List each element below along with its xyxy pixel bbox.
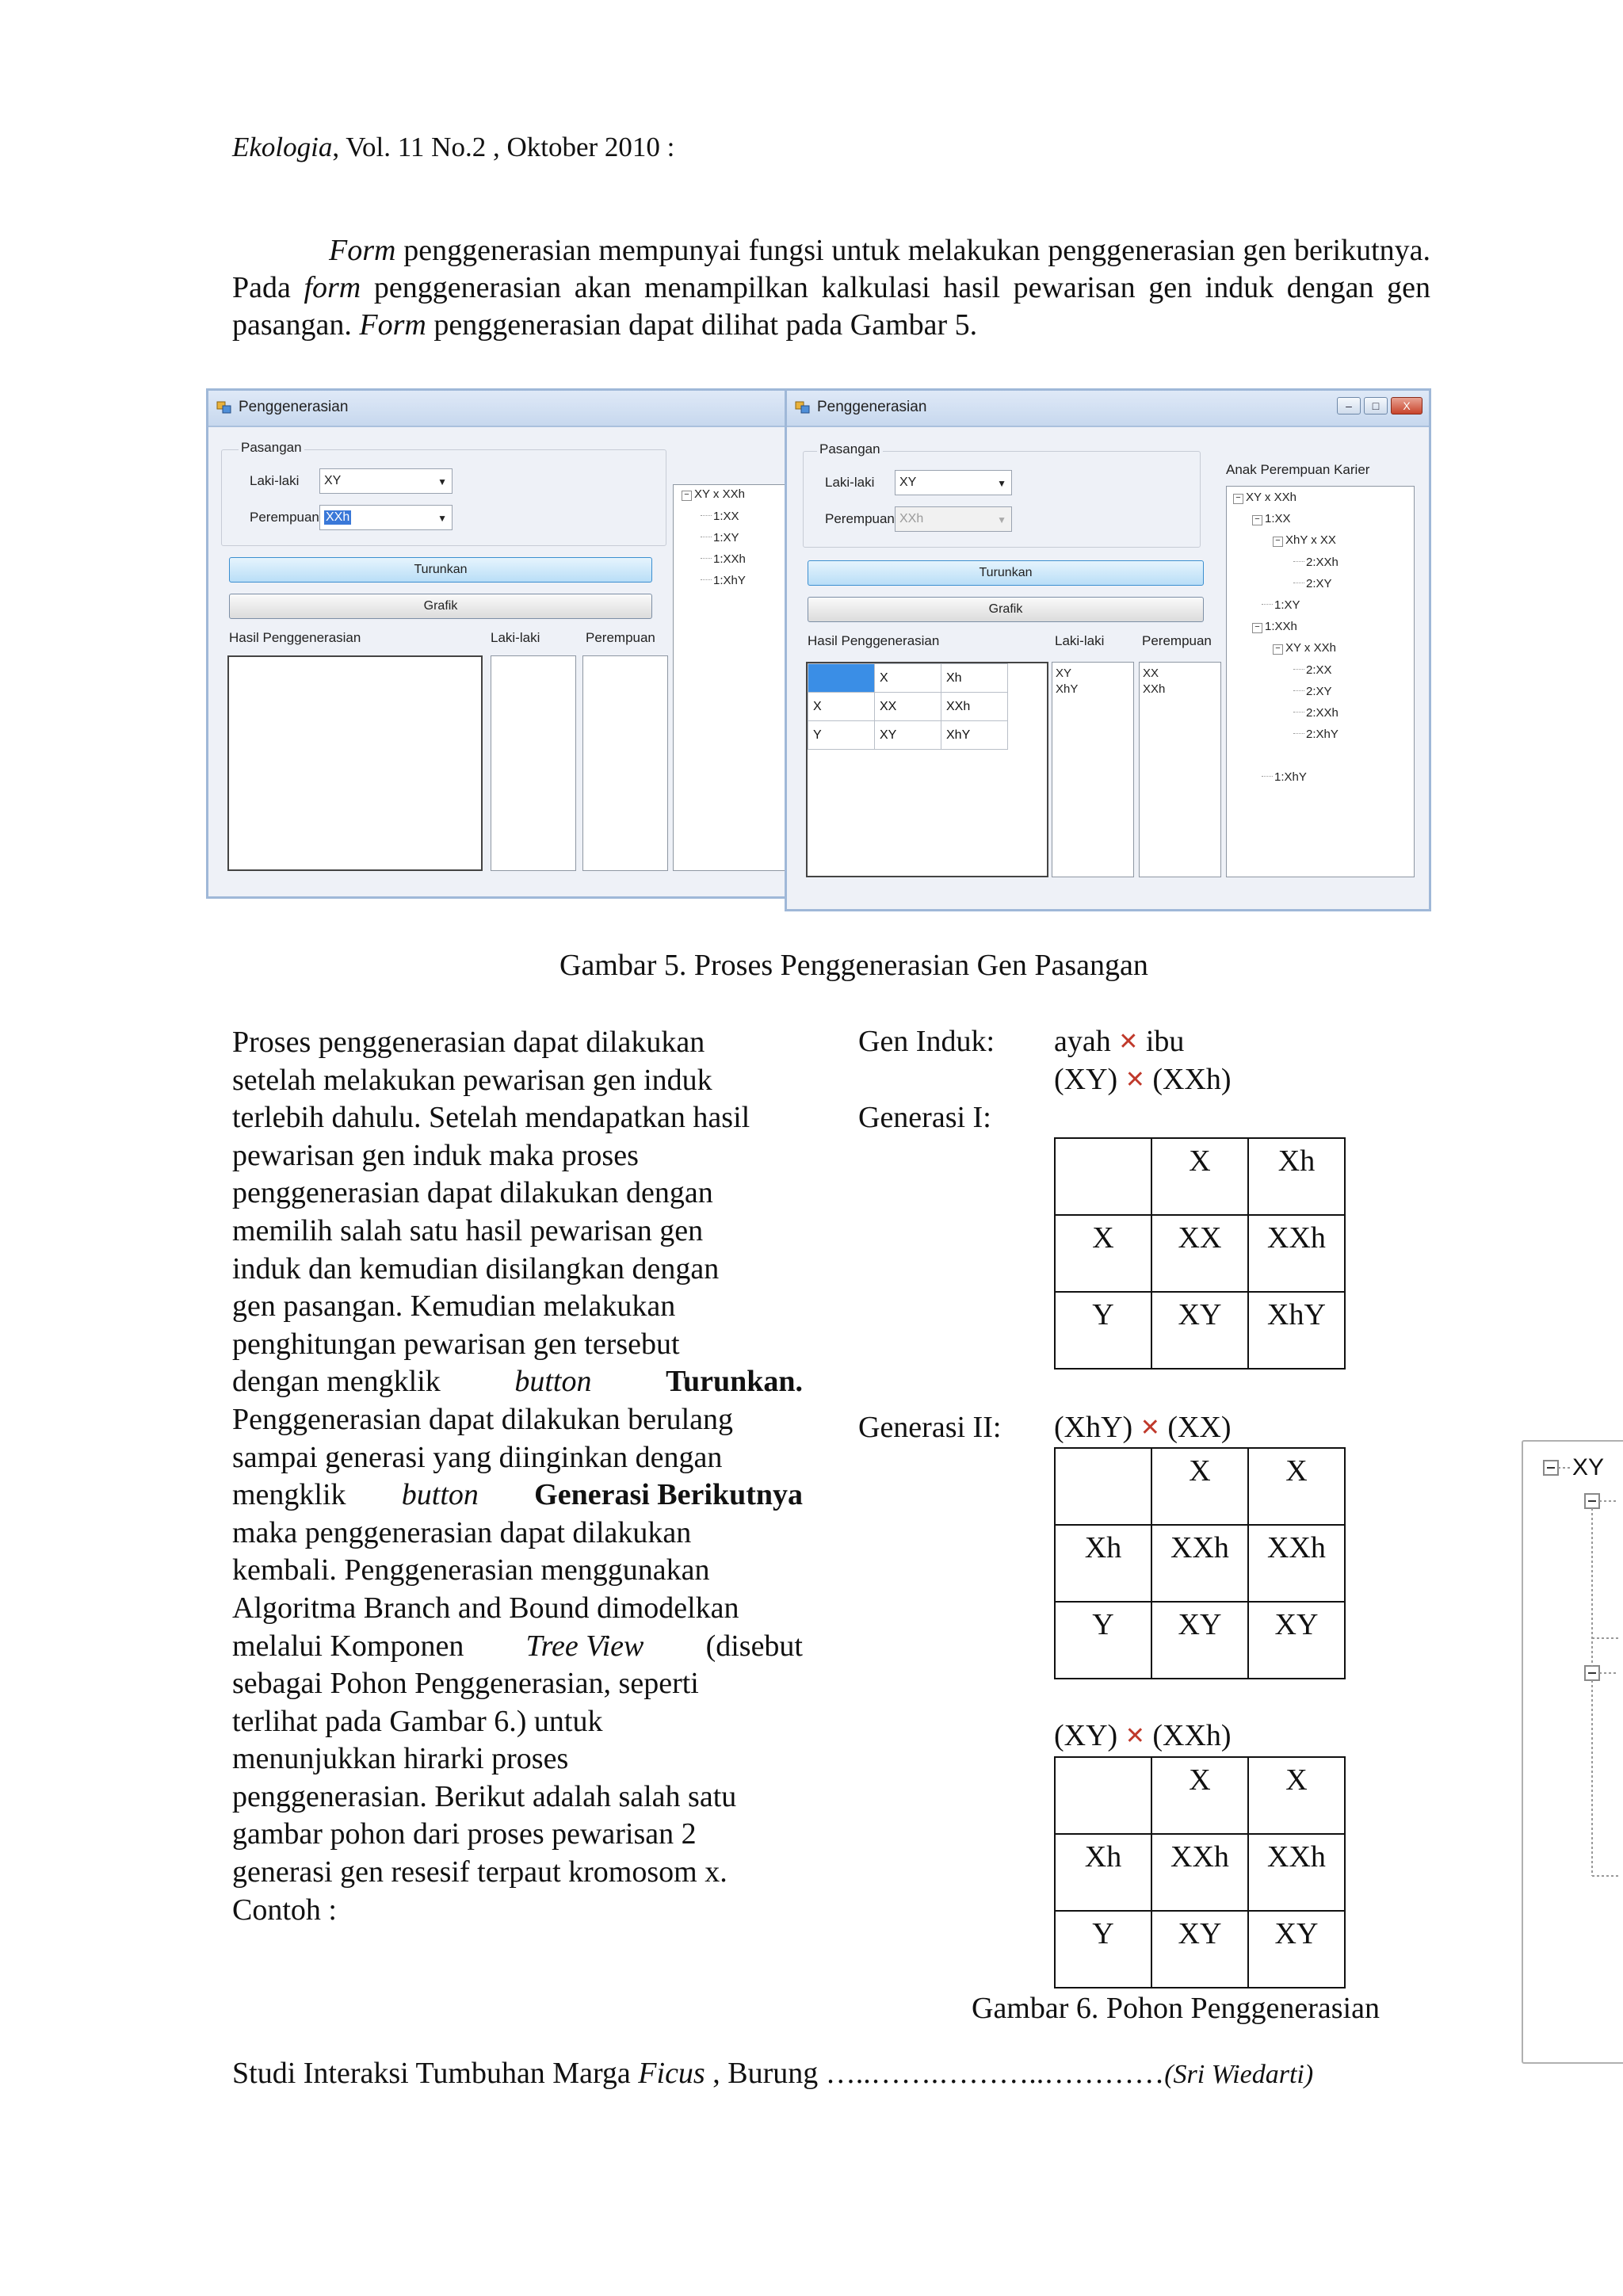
female-combobox-value: XXh bbox=[326, 510, 350, 524]
table-cell: Xh bbox=[1248, 1138, 1345, 1215]
result-label: Hasil Penggenerasian bbox=[229, 630, 361, 645]
text-line: pewarisan gen induk maka proses bbox=[232, 1138, 639, 1172]
cross-3: (XY) ✕ (XXh) bbox=[1054, 1719, 1232, 1752]
table-cell: XXh bbox=[1248, 1834, 1345, 1911]
female-combobox[interactable] bbox=[895, 506, 1012, 532]
turunkan-button[interactable]: Turunkan bbox=[808, 560, 1204, 586]
grid-cell[interactable]: XhY bbox=[941, 721, 1008, 750]
minimize-icon[interactable]: – bbox=[1337, 397, 1361, 415]
figure-5-caption: Gambar 5. Proses Penggenerasian Gen Pasangan bbox=[559, 949, 1148, 982]
text-line: gen pasangan. Kemudian melakukan bbox=[232, 1289, 676, 1324]
app-icon bbox=[795, 399, 811, 415]
male-label: Laki-laki bbox=[250, 473, 300, 488]
punnett-table-generation-2b bbox=[1054, 1756, 1346, 1988]
male-results-text: XY XhY bbox=[1056, 667, 1079, 696]
parents-words: ayah ✕ ibu bbox=[1054, 1025, 1185, 1058]
female-results-list[interactable] bbox=[1139, 662, 1221, 877]
intro-text-2: penggenerasian akan menampilkan kalkulasi hasil pewarisan gen induk dengan gen pasangan. bbox=[232, 271, 1430, 342]
text-line: sampai generasi yang diinginkan dengan bbox=[232, 1440, 723, 1474]
tree-node[interactable]: 1:XY bbox=[701, 530, 739, 546]
male-combobox-value: XY bbox=[324, 474, 342, 487]
cross-icon: ✕ bbox=[1125, 1722, 1145, 1750]
tree-node[interactable]: 1:XhY bbox=[701, 573, 746, 589]
text-line: Algoritma Branch and Bound dimodelkan bbox=[232, 1591, 739, 1625]
dropdown-arrow-icon[interactable]: ▼ bbox=[437, 513, 447, 524]
generation-tree-view[interactable] bbox=[673, 484, 792, 871]
table-cell: XhY bbox=[1248, 1292, 1345, 1369]
text-line: penghitungan pewarisan gen tersebut bbox=[232, 1327, 680, 1361]
dropdown-arrow-icon[interactable]: ▼ bbox=[997, 514, 1006, 525]
tree-node[interactable]: 2:XY bbox=[1293, 684, 1332, 700]
form-penggenerasian-initial bbox=[206, 388, 792, 899]
grafik-button[interactable]: Grafik bbox=[808, 597, 1204, 622]
grid-cell[interactable]: X bbox=[808, 693, 875, 721]
tree-node[interactable]: 1:XY bbox=[1262, 598, 1300, 613]
tree-node[interactable]: 2:XY bbox=[1293, 576, 1332, 592]
gen-induk-label: Gen Induk: bbox=[858, 1025, 995, 1058]
male-column-label: Laki-laki bbox=[1055, 633, 1105, 648]
table-cell: X bbox=[1151, 1138, 1248, 1215]
tree-node[interactable]: 2:XXh bbox=[1293, 555, 1338, 571]
female-label: Perempuan bbox=[825, 511, 895, 526]
title-bar bbox=[787, 391, 1429, 427]
text-line: Contoh : bbox=[232, 1893, 337, 1927]
text-line: Proses penggenerasian dapat dilakukan bbox=[232, 1026, 705, 1059]
figure-6-caption: Gambar 6. Pohon Penggenerasian bbox=[972, 1992, 1380, 2025]
table-cell: XY bbox=[1151, 1911, 1248, 1988]
text-line: penggenerasian dapat dilakukan dengan bbox=[232, 1176, 713, 1210]
window-title: Penggenerasian bbox=[239, 399, 349, 415]
table-cell: XY bbox=[1248, 1602, 1345, 1679]
punnett-table-generation-2a bbox=[1054, 1447, 1346, 1679]
running-header bbox=[232, 132, 674, 163]
title-bar bbox=[208, 391, 790, 427]
turunkan-button[interactable]: Turunkan bbox=[229, 557, 652, 583]
table-cell: XX bbox=[1151, 1215, 1248, 1292]
intro-text-3: penggenerasian dapat dilihat pada Gambar 5. bbox=[426, 308, 978, 342]
journal-name: Ekologia bbox=[232, 132, 333, 162]
tree-node[interactable]: 2:XhY bbox=[1293, 727, 1338, 743]
tree-node[interactable]: 1:XXh bbox=[701, 552, 746, 567]
male-combobox-value: XY bbox=[899, 476, 917, 489]
tree-node[interactable]: 1:XhY bbox=[1262, 770, 1307, 785]
pasangan-groupbox bbox=[803, 451, 1201, 548]
window-title: Penggenerasian bbox=[817, 399, 927, 415]
cross-icon: ✕ bbox=[1118, 1028, 1139, 1056]
cross-icon: ✕ bbox=[1125, 1066, 1145, 1094]
pasangan-group-title: Pasangan bbox=[239, 440, 304, 456]
text-line: generasi gen resesif terpaut kromosom x. bbox=[232, 1855, 727, 1889]
text-line: setelah melakukan pewarisan gen induk bbox=[232, 1063, 712, 1097]
collapse-icon[interactable]: − bbox=[1233, 494, 1243, 504]
tree-label: Anak Perempuan Karier bbox=[1226, 462, 1370, 477]
female-results-list[interactable] bbox=[582, 655, 668, 871]
male-column-label: Laki-laki bbox=[491, 630, 540, 645]
female-column-label: Perempuan bbox=[1142, 633, 1212, 648]
result-grid-empty[interactable] bbox=[227, 655, 483, 871]
female-combobox-value: XXh bbox=[899, 512, 924, 525]
table-cell: Y bbox=[1055, 1602, 1151, 1679]
table-cell: XY bbox=[1248, 1911, 1345, 1988]
text-line: terlihat pada Gambar 6.) untuk bbox=[232, 1704, 603, 1738]
male-label: Laki-laki bbox=[825, 475, 875, 490]
female-label: Perempuan bbox=[250, 510, 319, 525]
table-cell: Xh bbox=[1055, 1834, 1151, 1911]
cross-2: (XhY) ✕ (XX) bbox=[1054, 1411, 1232, 1444]
text-line: penggenerasian. Berikut adalah salah satu bbox=[232, 1779, 737, 1813]
intro-paragraph bbox=[232, 232, 1430, 344]
tree-node[interactable]: − XhY x XX bbox=[1273, 533, 1336, 548]
table-cell: XY bbox=[1151, 1292, 1248, 1369]
generation-tree-view[interactable] bbox=[1226, 486, 1415, 877]
tree-node[interactable]: − XY x XXh bbox=[1273, 640, 1336, 656]
dropdown-arrow-icon[interactable]: ▼ bbox=[997, 478, 1006, 489]
text-line: kembali. Penggenerasian menggunakan bbox=[232, 1553, 710, 1587]
text-line: maka penggenerasian dapat dilakukan bbox=[232, 1515, 692, 1549]
running-footer: Studi Interaksi Tumbuhan Marga Ficus , Burung …..…….………..…………(Sri Wiedarti) bbox=[232, 2057, 1314, 2090]
text-line: melalui Komponen Tree View (disebut bbox=[232, 1629, 803, 1663]
text-line: mengklik button Generasi Berikutnya bbox=[232, 1478, 803, 1512]
table-cell: Y bbox=[1055, 1911, 1151, 1988]
intro-word-form-2: form bbox=[304, 271, 361, 304]
tree-node-root[interactable]: − XY x XXh bbox=[1233, 490, 1296, 506]
male-results-list[interactable] bbox=[1052, 662, 1134, 877]
table-cell: X bbox=[1248, 1757, 1345, 1834]
tree-node[interactable]: 2:XXh bbox=[1293, 705, 1338, 721]
text-line: terlebih dahulu. Setelah mendapatkan hasil bbox=[232, 1101, 750, 1135]
text-line: gambar pohon dari proses pewarisan 2 bbox=[232, 1817, 697, 1851]
dropdown-arrow-icon[interactable]: ▼ bbox=[437, 476, 447, 487]
body-paragraph bbox=[232, 1024, 803, 1929]
table-cell: XXh bbox=[1151, 1525, 1248, 1602]
table-cell: X bbox=[1151, 1448, 1248, 1525]
intro-text-1: penggenerasian mempunyai fungsi untuk melakukan penggenerasian gen berikutnya. Pada bbox=[232, 234, 1430, 304]
generation-1-label: Generasi I: bbox=[858, 1101, 991, 1134]
tree-node-root[interactable]: − XY x XXh bbox=[682, 487, 745, 502]
grid-cell[interactable]: XXh bbox=[941, 693, 1008, 721]
tree-node[interactable]: − 1:XXh bbox=[1252, 619, 1297, 635]
result-grid[interactable] bbox=[806, 662, 1048, 877]
punnett-grid bbox=[808, 663, 1008, 750]
parents-genes: (XY) ✕ (XXh) bbox=[1054, 1063, 1232, 1096]
text-line: Penggenerasian dapat dilakukan berulang bbox=[232, 1402, 734, 1436]
female-combobox[interactable] bbox=[319, 505, 453, 530]
generation-2-label: Generasi II: bbox=[858, 1411, 1002, 1444]
tree-lines bbox=[1523, 1442, 1623, 2065]
form-penggenerasian-result bbox=[785, 388, 1431, 911]
text-line: menunjukkan hirarki proses bbox=[232, 1742, 569, 1776]
pasangan-group-title: Pasangan bbox=[817, 441, 883, 457]
female-column-label: Perempuan bbox=[586, 630, 655, 645]
table-cell: XY bbox=[1151, 1602, 1248, 1679]
grid-cell[interactable]: Y bbox=[808, 721, 875, 750]
grid-cell[interactable]: XY bbox=[875, 721, 941, 750]
journal-issue: , Vol. 11 No.2 , Oktober 2010 : bbox=[332, 132, 675, 162]
result-label: Hasil Penggenerasian bbox=[808, 633, 940, 648]
maximize-icon[interactable]: □ bbox=[1364, 397, 1388, 415]
intro-word-form-3: Form bbox=[359, 308, 426, 342]
table-cell bbox=[1055, 1757, 1151, 1834]
grid-cell-selected[interactable] bbox=[808, 664, 875, 693]
table-cell: X bbox=[1055, 1215, 1151, 1292]
male-combobox[interactable] bbox=[895, 470, 1012, 495]
tree-node[interactable]: − 1:XX bbox=[1252, 511, 1291, 527]
female-results-text: XX XXh bbox=[1143, 667, 1166, 696]
table-cell: Y bbox=[1055, 1292, 1151, 1369]
text-line: dengan mengklik button Turunkan. bbox=[232, 1365, 803, 1399]
grafik-button[interactable]: Grafik bbox=[229, 594, 652, 619]
grid-cell[interactable]: Xh bbox=[941, 664, 1008, 693]
male-combobox[interactable] bbox=[319, 468, 453, 494]
male-results-list[interactable] bbox=[491, 655, 576, 871]
grid-cell[interactable]: X bbox=[875, 664, 941, 693]
table-cell: XXh bbox=[1248, 1215, 1345, 1292]
table-cell: X bbox=[1151, 1757, 1248, 1834]
tree-view-fragment[interactable] bbox=[1522, 1440, 1623, 2064]
tree-fragment-root-text: XY bbox=[1572, 1454, 1605, 1480]
cross-icon: ✕ bbox=[1140, 1414, 1160, 1442]
close-icon[interactable]: X bbox=[1391, 397, 1423, 415]
pasangan-groupbox bbox=[221, 449, 666, 546]
window-controls bbox=[1337, 397, 1423, 415]
tree-node[interactable]: 1:XX bbox=[701, 509, 739, 525]
collapse-icon[interactable]: − bbox=[1252, 515, 1262, 525]
table-cell: Xh bbox=[1055, 1525, 1151, 1602]
table-cell: XXh bbox=[1248, 1525, 1345, 1602]
text-line: memilih salah satu hasil pewarisan gen bbox=[232, 1213, 704, 1247]
collapse-icon[interactable]: − bbox=[1273, 644, 1283, 655]
text-line: induk dan kemudian disilangkan dengan bbox=[232, 1251, 720, 1286]
punnett-table-generation-1 bbox=[1054, 1137, 1346, 1370]
collapse-icon[interactable]: − bbox=[1273, 537, 1283, 547]
tree-node[interactable]: 2:XX bbox=[1293, 663, 1332, 678]
intro-word-form: Form bbox=[329, 234, 396, 267]
collapse-icon[interactable]: − bbox=[1252, 623, 1262, 633]
grid-cell[interactable]: XX bbox=[875, 693, 941, 721]
table-cell: XXh bbox=[1151, 1834, 1248, 1911]
table-cell bbox=[1055, 1138, 1151, 1215]
table-cell: X bbox=[1248, 1448, 1345, 1525]
table-cell bbox=[1055, 1448, 1151, 1525]
text-line: sebagai Pohon Penggenerasian, seperti bbox=[232, 1667, 699, 1701]
app-icon bbox=[216, 399, 232, 415]
collapse-icon[interactable]: − bbox=[682, 491, 692, 501]
